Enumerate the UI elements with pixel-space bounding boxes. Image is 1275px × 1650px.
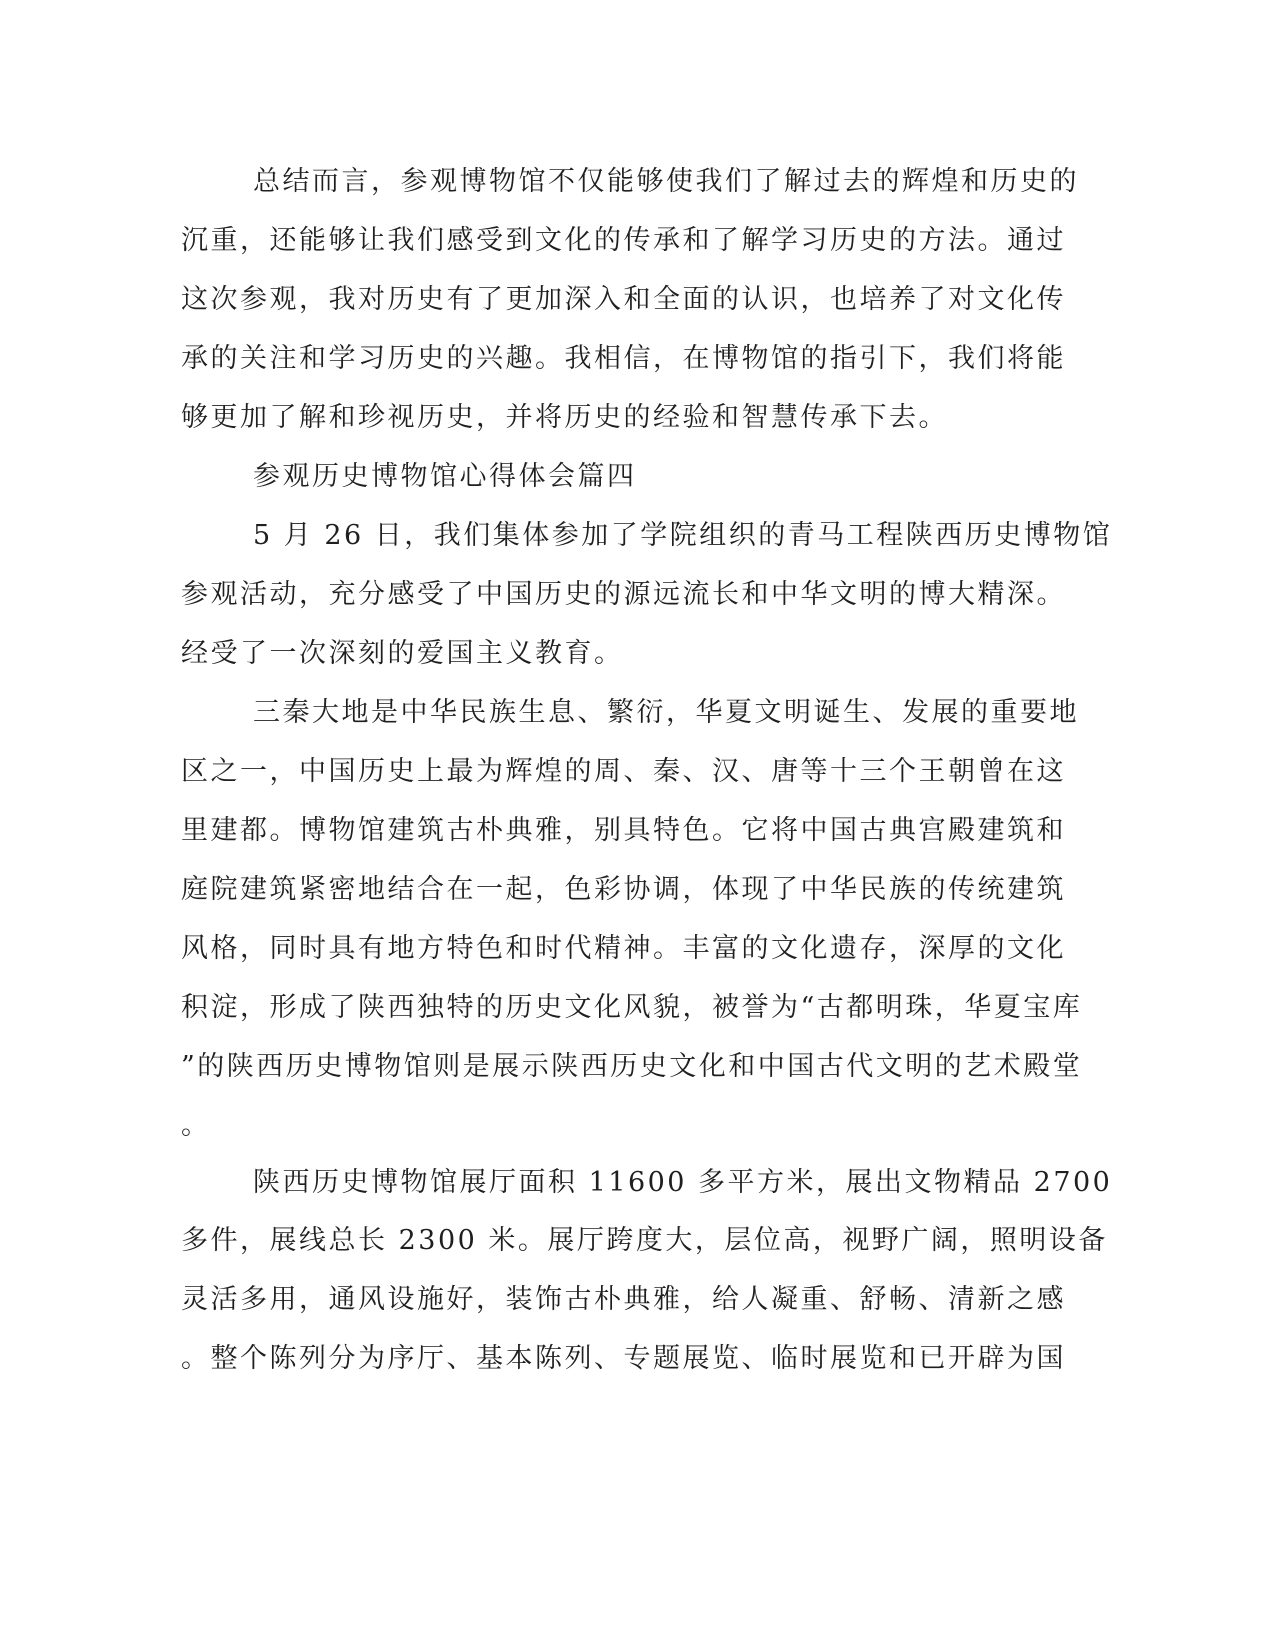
- paragraph-line: 这次参观，我对历史有了更加深入和全面的认识，也培养了对文化传: [181, 284, 1066, 315]
- paragraph-line: 多件，展线总长 2300 米。展厅跨度大，层位高，视野广阔，照明设备: [181, 1225, 1108, 1256]
- paragraph-line: 陕西历史博物馆展厅面积 11600 多平方米，展出文物精品 2700: [253, 1167, 1113, 1198]
- paragraph-line: 总结而言，参观博物馆不仅能够使我们了解过去的辉煌和历史的: [253, 166, 1079, 197]
- paragraph-line: 够更加了解和珍视历史，并将历史的经验和智慧传承下去。: [181, 402, 948, 433]
- paragraph-line: 。: [181, 1110, 211, 1141]
- paragraph-line: 风格，同时具有地方特色和时代精神。丰富的文化遗存，深厚的文化: [181, 933, 1066, 964]
- paragraph-line: 经受了一次深刻的爱国主义教育。: [181, 638, 624, 669]
- paragraph-line: 参观活动，充分感受了中国历史的源远流长和中华文明的博大精深。: [181, 579, 1066, 610]
- paragraph-line: 庭院建筑紧密地结合在一起，色彩协调，体现了中华民族的传统建筑: [181, 874, 1066, 905]
- paragraph-line: 。整个陈列分为序厅、基本陈列、专题展览、临时展览和已开辟为国: [181, 1343, 1066, 1374]
- section-heading: 参观历史博物馆心得体会篇四: [253, 461, 637, 492]
- paragraph-line: 5 月 26 日，我们集体参加了学院组织的青马工程陕西历史博物馆: [253, 520, 1113, 551]
- paragraph-line: 沉重，还能够让我们感受到文化的传承和了解学习历史的方法。通过: [181, 225, 1066, 256]
- paragraph-line: 三秦大地是中华民族生息、繁衍，华夏文明诞生、发展的重要地: [253, 697, 1079, 728]
- paragraph-line: 承的关注和学习历史的兴趣。我相信，在博物馆的指引下，我们将能: [181, 343, 1066, 374]
- paragraph-line: ”的陕西历史博物馆则是展示陕西历史文化和中国古代文明的艺术殿堂: [181, 1051, 1083, 1082]
- paragraph-line: 积淀，形成了陕西独特的历史文化风貌，被誉为“古都明珠，华夏宝库: [181, 992, 1083, 1023]
- paragraph-line: 区之一，中国历史上最为辉煌的周、秦、汉、唐等十三个王朝曾在这: [181, 756, 1066, 787]
- paragraph-line: 灵活多用，通风设施好，装饰古朴典雅，给人凝重、舒畅、清新之感: [181, 1284, 1066, 1315]
- paragraph-line: 里建都。博物馆建筑古朴典雅，别具特色。它将中国古典宫殿建筑和: [181, 815, 1066, 846]
